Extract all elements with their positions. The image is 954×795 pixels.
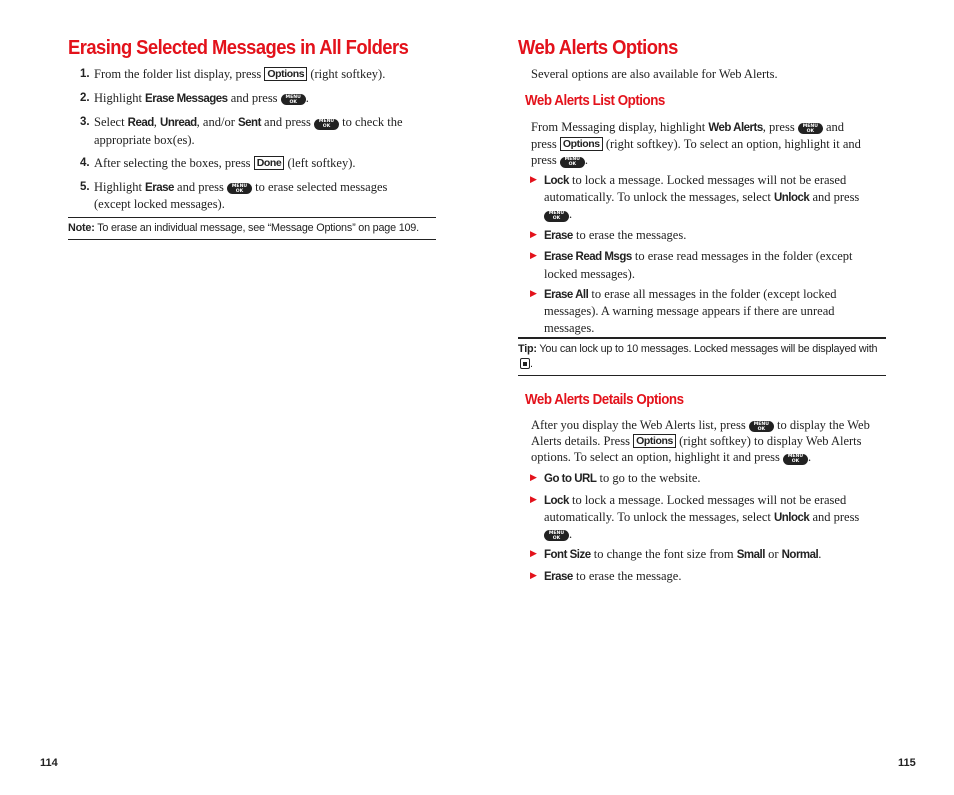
- steps-list: [68, 66, 418, 220]
- bold-term: Normal: [781, 549, 819, 562]
- step-text: and press: [173, 180, 228, 195]
- list-item: ▶ Erase All to erase all messages in the folder (except locked messages). A warning message appears if there are unread messages.: [530, 287, 837, 335]
- triangle-right-icon: ▶: [530, 251, 537, 262]
- options-softkey: Options: [560, 137, 603, 151]
- menu-ok-key-icon: MENU OK: [749, 421, 774, 432]
- page-number: 115: [898, 757, 916, 769]
- right-page: [518, 0, 916, 795]
- step-number: 3.: [80, 116, 90, 129]
- step-item: [68, 66, 418, 82]
- list-item: ▶ Lock to lock a message. Locked messages will not be erased automatically. To unlock the messages, select Unlock and press MENU OK .: [530, 173, 860, 222]
- menu-ok-key-icon: MENU OK: [314, 119, 339, 130]
- tip-text: You can lock up to 10 messages. Locked messages will be displayed with: [536, 343, 878, 355]
- bold-term: Erase Messages: [145, 92, 228, 105]
- bold-term: Sent: [237, 117, 261, 130]
- list-item: ▶ Go to URL to go to the website.: [530, 471, 701, 485]
- step-text: Highlight: [94, 90, 146, 105]
- step-number: 4.: [80, 157, 90, 170]
- triangle-right-icon: ▶: [530, 175, 537, 185]
- menu-ok-key-icon: MENU OK: [227, 183, 252, 194]
- menu-ok-key-icon: MENU OK: [783, 454, 808, 465]
- option-list: [530, 470, 875, 589]
- step-text: From the folder list display, press: [94, 67, 265, 81]
- options-softkey: Options: [633, 434, 676, 448]
- bold-term: Read: [127, 117, 154, 130]
- step-item: [68, 179, 418, 212]
- section-heading: Web Alerts List Options: [525, 93, 665, 109]
- bold-term: Unlock: [773, 192, 810, 205]
- option-list: [530, 172, 875, 340]
- section-paragraph: After you display the Web Alerts list, press MENU OK to display the Web Alerts details. Press Options (right softkey) to display Web Alerts options. To select an option, highlight it and press MENU OK .: [531, 418, 870, 465]
- triangle-right-icon: ▶: [530, 473, 537, 483]
- triangle-right-icon: ▶: [530, 229, 537, 240]
- step-text: Highlight: [94, 180, 146, 195]
- bold-term: Erase: [544, 229, 573, 242]
- step-text: After selecting the boxes, press: [94, 156, 254, 171]
- list-item: ▶ Erase to erase the message.: [530, 568, 682, 583]
- bold-term: Erase: [544, 570, 573, 583]
- tip-label: Tip:: [518, 343, 537, 355]
- step-text: to check the appropriate box(es).: [94, 115, 403, 147]
- options-softkey: Options: [264, 67, 307, 81]
- step-number: 5.: [80, 181, 90, 194]
- step-text: and press: [260, 115, 315, 130]
- bold-term: Lock: [544, 494, 569, 507]
- menu-ok-key-icon: MENU OK: [560, 157, 585, 168]
- triangle-right-icon: ▶: [530, 289, 537, 300]
- bold-term: Web Alerts: [708, 122, 763, 134]
- bold-term: Font Size: [544, 549, 591, 562]
- intro-text: Several options are also available for Web Alerts.: [531, 67, 778, 81]
- list-item: ▶ Lock to lock a message. Locked messages will not be erased automatically. To unlock the messages, select Unlock and press MENU OK .: [530, 492, 860, 541]
- triangle-right-icon: ▶: [530, 570, 537, 581]
- page-title: Web Alerts Options: [518, 37, 678, 59]
- tip-box: Tip: You can lock up to 10 messages. Locked messages will be displayed with .: [518, 337, 886, 376]
- left-page: [40, 0, 438, 795]
- note-text: To erase an individual message, see “Message Options” on page 109.: [94, 222, 419, 234]
- page-number: 114: [40, 757, 58, 769]
- section-paragraph: From Messaging display, highlight Web Alerts, press MENU OK and press Options (right softkey). To select an option, highlight it and press MENU OK .: [531, 120, 861, 168]
- list-item: ▶ Font Size to change the font size from Small or Normal.: [530, 547, 822, 562]
- step-text: Select: [94, 115, 128, 130]
- bold-term: Erase: [145, 182, 174, 195]
- step-text: .: [305, 90, 309, 105]
- step-number: 1.: [80, 68, 90, 80]
- bold-term: Unlock: [773, 511, 810, 524]
- note-label: Note:: [68, 222, 95, 234]
- step-item: [68, 114, 418, 147]
- step-text: to erase selected messages (except locked messages).: [94, 180, 388, 212]
- lock-icon: [520, 358, 530, 369]
- section-heading: Web Alerts Details Options: [525, 392, 684, 408]
- step-text: and press: [227, 90, 281, 105]
- bold-term: Unread: [160, 117, 197, 130]
- menu-ok-key-icon: MENU OK: [798, 123, 823, 134]
- step-text: (right softkey).: [307, 67, 386, 81]
- bold-term: Erase All: [544, 289, 589, 302]
- menu-ok-key-icon: MENU OK: [544, 211, 569, 222]
- list-item: ▶ Erase to erase the messages.: [530, 227, 687, 242]
- note-box: [68, 217, 436, 240]
- step-number: 2.: [80, 91, 90, 104]
- list-item: ▶ Erase Read Msgs to erase read messages in the folder (except locked messages).: [530, 249, 853, 281]
- triangle-right-icon: ▶: [530, 549, 537, 560]
- bold-term: Go to URL: [544, 473, 597, 485]
- menu-ok-key-icon: MENU OK: [281, 94, 306, 105]
- step-text: , and/or: [196, 115, 238, 130]
- menu-ok-key-icon: MENU OK: [544, 530, 569, 541]
- bold-term: Lock: [544, 175, 569, 187]
- step-text: (left softkey).: [284, 156, 356, 171]
- bold-term: Small: [736, 549, 765, 562]
- triangle-right-icon: ▶: [530, 494, 537, 505]
- page-title: Erasing Selected Messages in All Folders: [68, 37, 409, 59]
- step-item: [68, 90, 418, 107]
- step-text: ,: [153, 115, 161, 130]
- bold-term: Erase Read Msgs: [544, 251, 632, 264]
- step-item: [68, 155, 418, 171]
- done-softkey: Done: [254, 156, 285, 170]
